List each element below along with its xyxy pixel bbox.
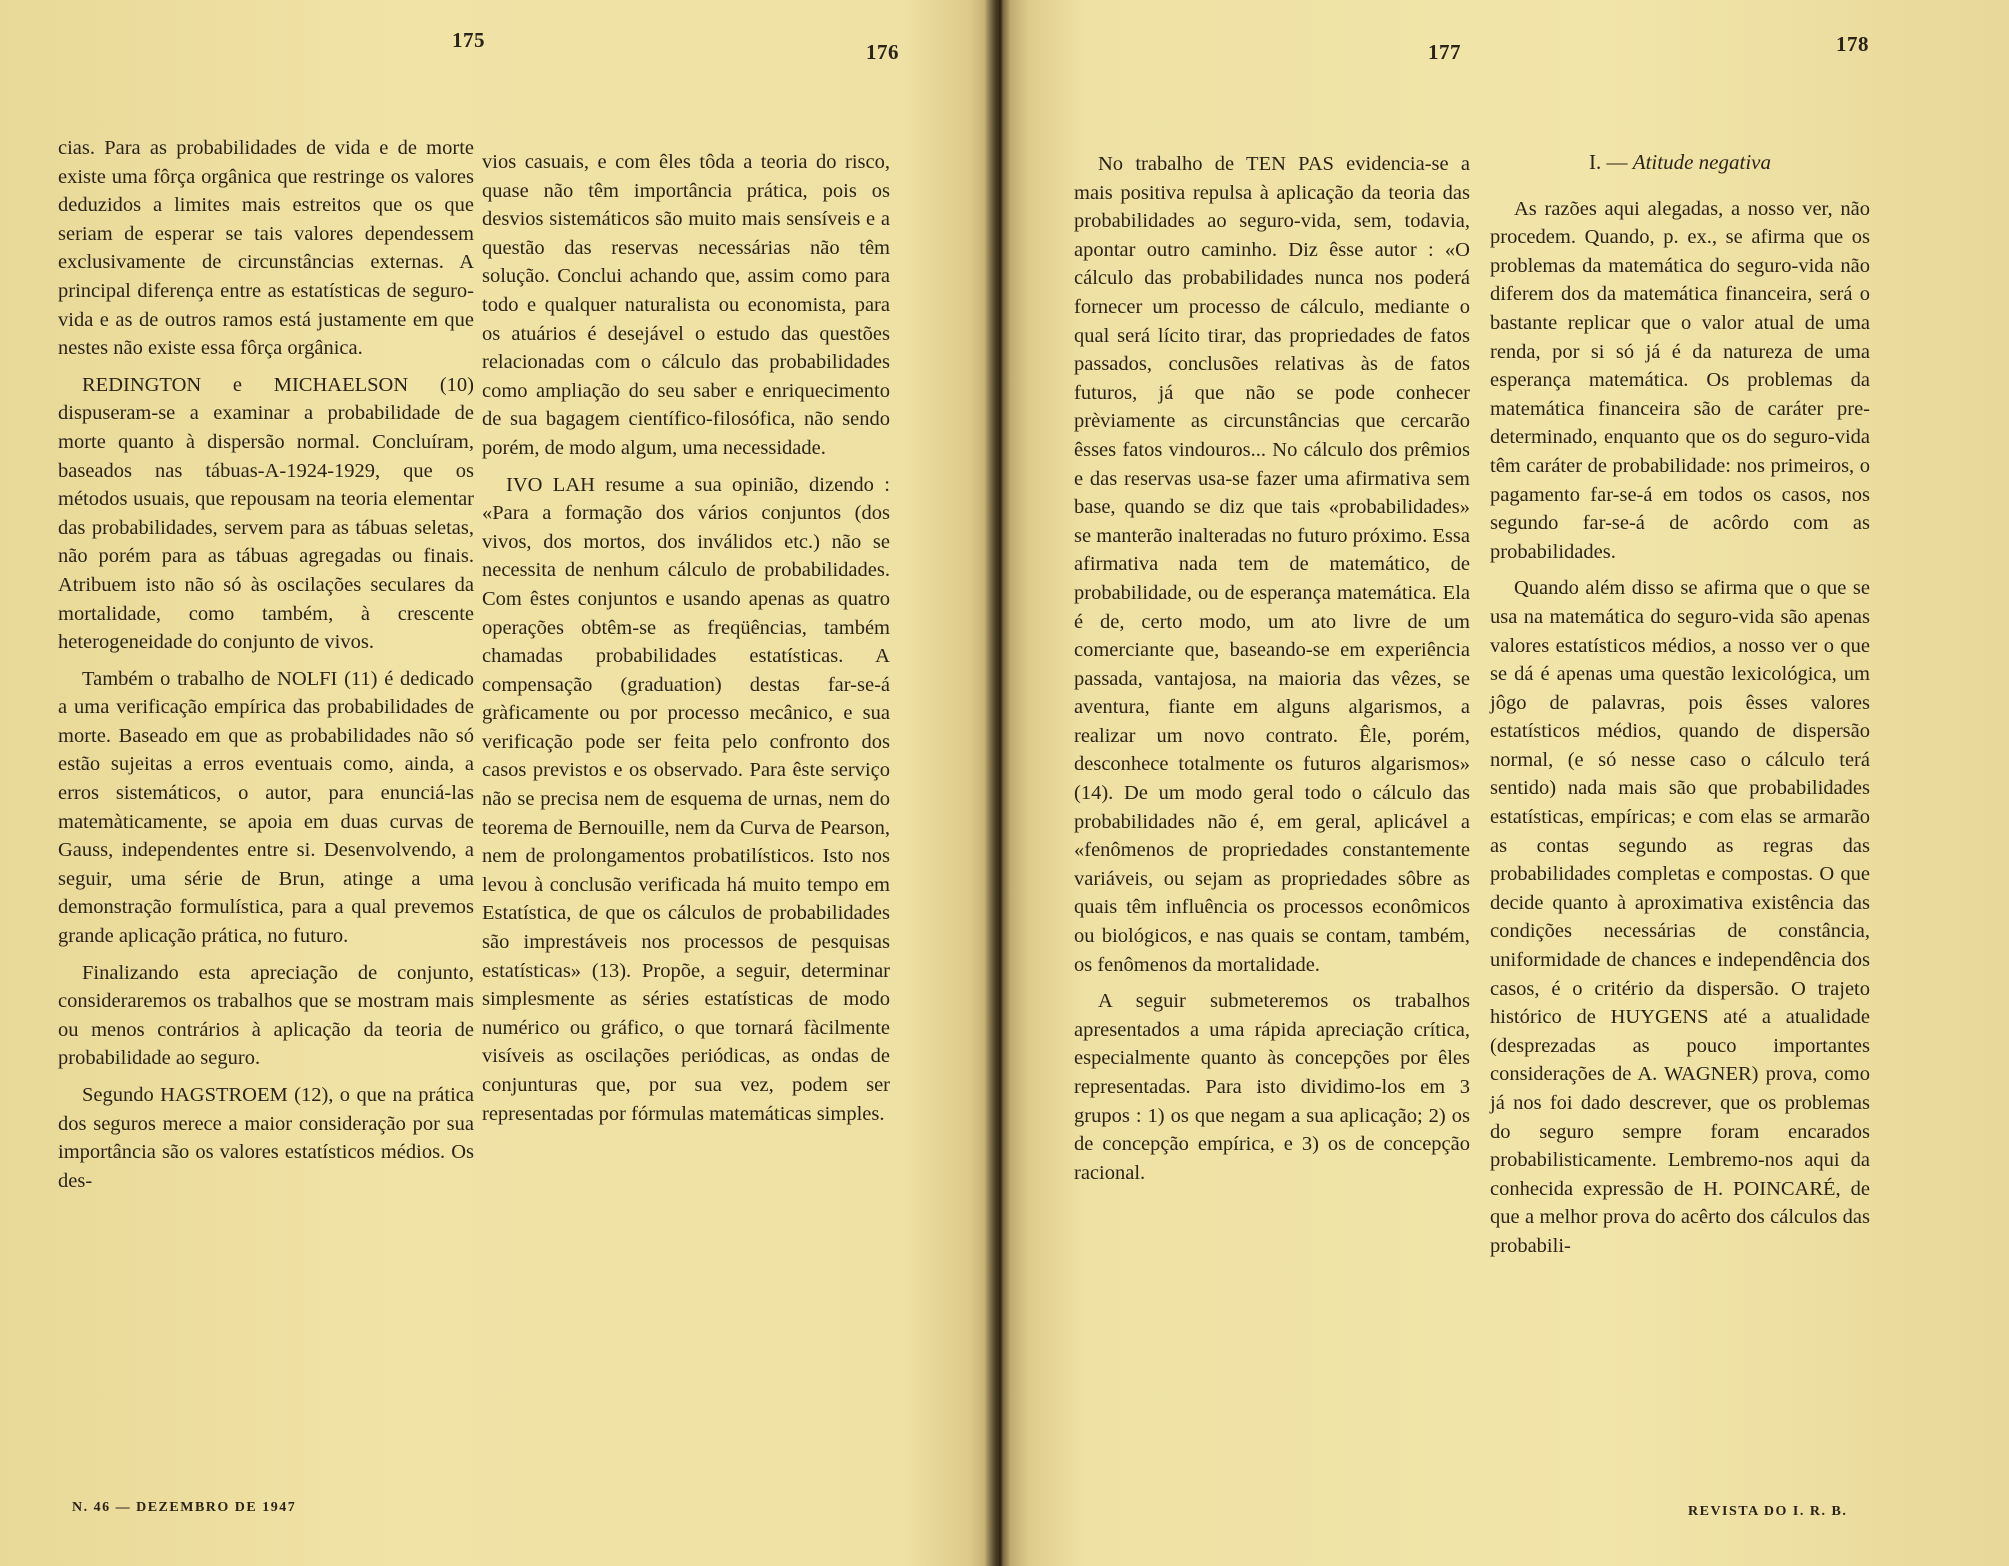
footer-issue: N. 46 — DEZEMBRO DE 1947 bbox=[72, 1500, 297, 1515]
section-heading-title: Atitude negativa bbox=[1632, 150, 1771, 174]
paragraph: Também o trabalho de NOLFI (11) é dedicado a uma verificação empírica das probabilidades de morte. Baseado em que as probabilidades não só estão sujeitas a erros eventuais como, ainda, a erros sistemáticos, o autor, para enunciá-las matemàticamente, se apoia em duas curvas de Gauss, independentes entre si. Desenvolvendo, a seguir, uma série de Brun, atinge a uma demonstração formulística, para a qual prevemos grande aplicação prática, no futuro. bbox=[58, 667, 474, 948]
section-heading bbox=[1490, 148, 1870, 177]
paragraph: Finalizando esta apreciação de conjunto, consideraremos os trabalhos que se mostram mais ou menos contrários à aplicação da teoria de probabilidade ao seguro. bbox=[58, 961, 474, 1070]
page-number-178: 178 bbox=[1836, 32, 1869, 56]
paragraph: No trabalho de TEN PAS evidencia-se a mais positiva repulsa à aplicação da teoria das probabilidades ao seguro-vida, sem, todavia, apontar outro caminho. Diz êsse autor : «O cálculo das probabilidades nunca nos poderá fornecer um processo de cálculo, mediante o qual será lícito tirar, das propriedades de fatos passados, conclusões relativas às de fatos futuros, já que não se pode conhecer prèviamente as circunstâncias que cercarão êsses fatos vindouros... No cálculo dos prêmios e das reservas usa-se fazer uma afirmativa sem base, quando se diz que tais «probabilidades» se manterão inalteradas no futuro próximo. Essa afirmativa nada tem de matemático, de probabilidade, ou de esperança matemática. Ela é de, certo modo, um ato livre de um comerciante que, baseando-se em experiência passada, vantajosa, na maioria das vêzes, se aventura, fiante em alguns algarismos, a realizar um novo contrato. Êle, porém, desconhece totalmente os futuros algarismos» (14). De um modo geral todo o cálculo das probabilidades não é, em geral, aplicável a «fenômenos de propriedades constantemente variáveis, ou sejam as propriedades sôbre as quais têm influência os processos econômicos ou biológicos, e nas quais se contam, também, os fenômenos da mortalidade. bbox=[1074, 153, 1470, 976]
column-176 bbox=[482, 148, 890, 1136]
left-page bbox=[0, 0, 988, 1566]
column-175 bbox=[58, 134, 474, 1203]
paragraph: vios casuais, e com êles tôda a teoria do risco, quase não têm importância prática, pois os desvios sistemáticos são muito mais sensíveis e a questão das reservas necessárias não têm solução. Conclui achando que, assim como para todo e qualquer naturalista ou economista, para os atuários é desejável o estudo das questões relacionadas com o cálculo das probabilidades como ampliação do seu saber e enriquecimento de sua bagagem científico-filosófica, não sendo porém, de modo algum, uma necessidade. bbox=[482, 151, 890, 459]
paragraph: A seguir submeteremos os trabalhos apresentados a uma rápida apreciação crítica, especialmente quanto às concepções por êles representadas. Para isto dividimo-los em 3 grupos : 1) os que negam a sua aplicação; 2) os de concepção empírica, e 3) os de concepção racional. bbox=[1074, 990, 1470, 1184]
paragraph: cias. Para as probabilidades de vida e de morte existe uma fôrça orgânica que restringe os valores deduzidos a limites mais estreitos que os que seriam de esperar se tais valores dependessem exclusivamente de circunstâncias externas. A principal diferença entre as estatísticas de seguro-vida e as de outros ramos está justamente em que nestes não existe essa fôrça orgânica. bbox=[58, 137, 474, 360]
paragraph: REDINGTON e MICHAELSON (10) dispuseram-se a examinar a probabilidade de morte quanto à dispersão normal. Concluíram, baseados nas tábuas-A-1924-1929, que os métodos usuais, que repousam na teoria elementar das probabilidades, servem para as tábuas seletas, não porém para as tábuas agregadas ou finais. Atribuem isto não só às oscilações seculares da mortalidade, como também, à crescente heterogeneidade do conjunto de vivos. bbox=[58, 373, 474, 654]
column-178 bbox=[1490, 144, 1870, 1269]
footer-journal: REVISTA DO I. R. B. bbox=[1688, 1504, 1848, 1519]
page-number-176: 176 bbox=[866, 40, 899, 64]
paragraph: IVO LAH resume a sua opinião, dizendo : «Para a formação dos vários conjuntos (dos vivos, dos mortos, dos inválidos etc.) não se necessita de nenhum cálculo de probabilidades. Com êstes conjuntos e usando apenas as quatro operações obtêm-se as freqüências, também chamadas probabilidades estatísticas. A compensação (graduation) destas far-se-á gràficamente ou por processo mecânico, e sua verificação pode ser feita pelo confronto dos casos previstos e os observado. Para êste serviço não se precisa nem de esquema de urnas, nem do teorema de Bernouille, nem da Curva de Pearson, nem de prolongamentos probatilísticos. Isto nos levou à conclusão verificada há muito tempo em Estatística, de que os cálculos de probabilidades são imprestáveis nos processos de pesquisas estatísticas» (13). Propõe, a seguir, determinar simplesmente as séries estatísticas de modo numérico ou gráfico, o que tornará fàcilmente visíveis as oscilações periódicas, as ondas de conjunturas que, por sua vez, podem ser representadas por fórmulas matemáticas simples. bbox=[482, 473, 890, 1125]
page-number-177: 177 bbox=[1428, 40, 1461, 64]
page-number-175: 175 bbox=[452, 28, 485, 52]
right-page bbox=[1002, 0, 2009, 1566]
column-177 bbox=[1074, 150, 1470, 1195]
paragraph: Segundo HAGSTROEM (12), o que na prática dos seguros merece a maior consideração por sua importância são os valores estatísticos médios. Os des- bbox=[58, 1084, 474, 1192]
section-heading-number: I. — bbox=[1589, 150, 1633, 174]
paragraph: Quando além disso se afirma que o que se usa na matemática do seguro-vida são apenas valores estatísticos médios, a nosso ver o que se dá é apenas uma questão lexicológica, um jôgo de palavras, pois êsses valores estatísticos médios, quando de dispersão normal, (e só nesse caso o cálculo terá sentido) nada mais são que probabilidades estatísticas, empíricas; e com elas se armarão as contas segundo as regras das probabilidades completas e compostas. O que decide quanto à aproximativa existência das condições necessárias de constância, uniformidade de chances e independência dos casos, é o critério da dispersão. O trajeto histórico de HUYGENS até a atualidade (desprezadas as pouco importantes considerações de A. WAGNER) prova, como já nos foi dado descrever, que os problemas do seguro sempre foram encarados probabilisticamente. Lembremo-nos aqui da conhecida expressão de H. POINCARÉ, de que a melhor prova do acêrto dos cálculos das probabili- bbox=[1490, 577, 1870, 1257]
paragraph: As razões aqui alegadas, a nosso ver, não procedem. Quando, p. ex., se afirma que os problemas da matemática do seguro-vida não diferem dos da matemática financeira, será o bastante replicar que o valor atual de uma renda, por si só já é da natureza de uma esperança matemática. Os problemas da matemática financeira são de caráter pre-determinado, enquanto que os do seguro-vida têm caráter de probabilidade: nos primeiros, o pagamento far-se-á em todos os casos, nos segundo far-se-á de acôrdo com as probabilidades. bbox=[1490, 197, 1870, 563]
